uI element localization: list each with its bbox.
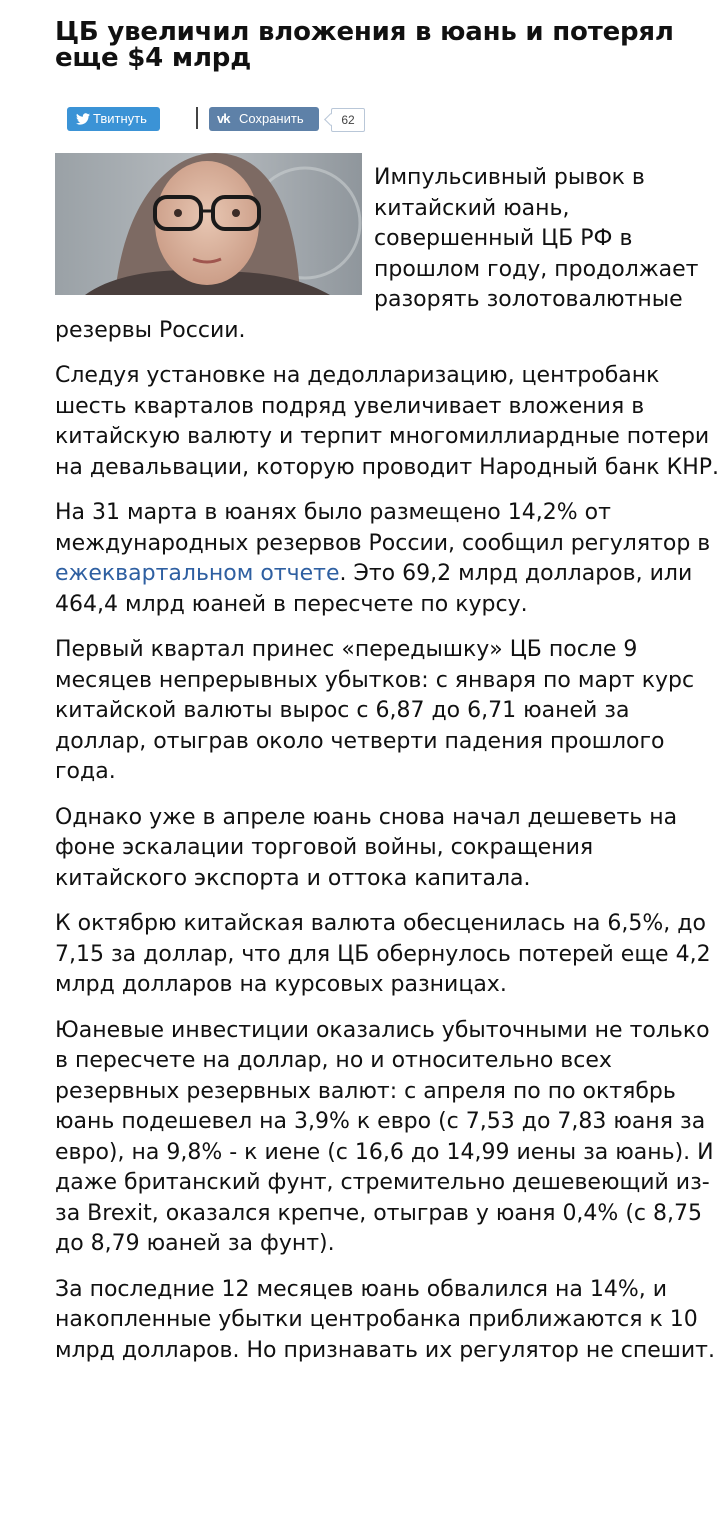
twitter-share-label: Твитнуть: [93, 111, 147, 126]
article-paragraph-5: Однако уже в апреле юань снова начал дешеветь на фоне эскалации торговой войны, сокращения китайского экспорта и оттока капитала.: [55, 804, 678, 891]
article-title: ЦБ увеличил вложения в юань и потерял еще $4 млрд: [55, 17, 674, 73]
article-paragraph-4: Первый квартал принес «передышку» ЦБ после 9 месяцев непрерывных убытков: с января по март курс китайской валюты вырос с 6,87 до 6,71 юаней за доллар, отыграв около четверти падения прошлого года.: [55, 637, 695, 784]
article-paragraph-2: Следуя установке на дедолларизацию, центробанк шесть кварталов подряд увеличивает вложения в китайскую валюту и терпит многомиллиардные потери на девальвации, которую проводит Народный банк КНР.: [55, 363, 719, 480]
article-paragraph-6: К октябрю китайская валюта обесценилась на 6,5%, до 7,15 за доллар, что для ЦБ обернулось потерей еще 4,2 млрд долларов на курсовых разницах.: [55, 911, 711, 997]
twitter-bird-icon: [76, 113, 90, 125]
paragraph-3-text-start: На 31 марта в юанях было размещено 14,2% от международных резервов России, сообщил регулятор в: [55, 500, 711, 556]
article-paragraph-1: Импульсивный рывок в китайский юань, совершенный ЦБ РФ в прошлом году, продолжает разорять золотовалютные резервы России.: [55, 165, 699, 343]
photo-float-space: [55, 163, 374, 305]
share-bar: [67, 107, 387, 133]
paragraph-3-text-end: . Это 69,2 млрд долларов, или 464,4 млрд юаней в пересчете по курсу.: [55, 561, 693, 617]
twitter-share-button[interactable]: [67, 107, 160, 131]
article-body: [55, 163, 725, 1381]
vk-share-count: 62: [331, 108, 365, 132]
quarterly-report-link[interactable]: ежеквартальном отчете: [55, 561, 340, 586]
vk-logo-icon: vk: [217, 111, 230, 126]
article-paragraph-7: Юаневые инвестиции оказались убыточными не только в пересчете на доллар, но и относительно всех резервных резервных валют: с апреля по по октябрь юань подешевел на 3,9% к евро (с 7,53 до 7,83 юаня за евро), на 9,8% - к иене (с 16,6 до 14,99 иены за юань). И даже британский фунт, стремительно дешевеющий из-за Brexit, оказался крепче, отыграв у юаня 0,4% (с 8,75 до 8,79 юаней за фунт).: [55, 1017, 714, 1256]
vk-save-button[interactable]: [209, 107, 319, 131]
article-paragraph-3: [55, 498, 725, 620]
share-divider: [196, 107, 198, 129]
vk-save-label: Сохранить: [239, 111, 304, 126]
article-paragraph-8: За последние 12 месяцев юань обвалился на 14%, и накопленные убытки центробанка приближаются к 10 млрд долларов. Но признавать их регулятор не спешит.: [55, 1276, 715, 1363]
